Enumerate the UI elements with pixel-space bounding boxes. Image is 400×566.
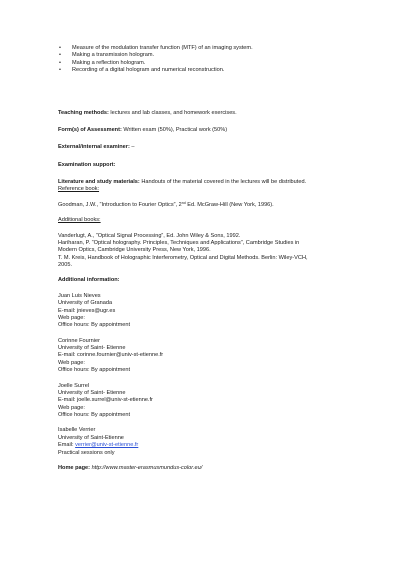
contact-affiliation: University of Saint- Etienne <box>58 389 126 396</box>
additional-book-line: T. M. Kreis, Handbook of Holographic Interferometry, Optical and Digital Methods. Berlin: Wiley-VCH, <box>58 254 308 261</box>
contact-web-page: Web page: <box>58 404 85 411</box>
goodman-text-a: Goodman, J.W., “Introduction to Fourier Optics”, 2 <box>58 201 182 208</box>
contact-email-link[interactable]: verrier@univ-st-etienne.fr <box>75 442 139 449</box>
goodman-reference <box>58 202 358 209</box>
teaching-methods-text: lectures and lab classes, and homework exercises. <box>108 109 237 116</box>
lab-activities-list <box>58 45 358 75</box>
list-item-text: Making a reflection hologram. <box>72 59 146 66</box>
assessment <box>58 127 358 134</box>
document-content <box>58 45 358 472</box>
contact-office-hours: Office hours: By appointment <box>58 322 131 329</box>
goodman-superscript: nd <box>181 200 186 205</box>
list-item <box>58 67 358 74</box>
contact-web-page: Web page: <box>58 314 85 321</box>
additional-book-line: 2005. <box>58 262 72 269</box>
examiner-text: – <box>129 144 135 151</box>
homepage <box>58 465 358 472</box>
contact-name: Isabelle Verrier <box>58 427 96 434</box>
contact-affiliation: University of Saint-Etienne <box>58 434 124 441</box>
examiner <box>58 144 358 151</box>
additional-book-line: Hariharan, P. “Optical holography. Principles, Techniques and Applications”, Cambridge Studies in <box>58 239 300 246</box>
additional-book-line: Vanderlugt, A., “Optical Signal Processing”, Ed. John Wiley & Sons, 1992. <box>58 232 241 239</box>
contact-affiliation: University of Granada <box>58 300 113 307</box>
bullet-icon: • <box>59 52 61 59</box>
teaching-methods <box>58 110 358 117</box>
additional-information-heading: Additional information: <box>58 277 120 284</box>
additional-books-heading: Additional books: <box>58 217 101 224</box>
list-item-text: Making a transmission hologram. <box>72 52 155 59</box>
contact-block <box>58 338 358 375</box>
list-item-text: Measure of the modulation transfer function (MTF) of an imaging system. <box>72 45 253 51</box>
assessment-text: Written exam (50%), Practical work (50%) <box>121 126 228 133</box>
contact-block <box>58 293 358 330</box>
literature <box>58 179 358 186</box>
additional-book-line: Modern Optics, Cambridge University Press, New York, 1996. <box>58 247 211 254</box>
bullet-icon: • <box>59 45 61 51</box>
contact-name: Corinne Fournier <box>58 337 100 344</box>
contact-block <box>58 427 358 457</box>
examiner-label: External/internal examiner: <box>58 144 130 151</box>
contact-email: E-mail: jnieves@ugr.es <box>58 307 116 314</box>
goodman-text-b: Ed. McGraw-Hill (New York, 1996). <box>185 201 274 208</box>
examination-support-label: Examination support: <box>58 161 116 168</box>
assessment-label: Form(s) of Assessment: <box>58 126 122 133</box>
bullet-icon: • <box>59 67 61 74</box>
contact-email-label: Email: <box>58 442 76 449</box>
list-item <box>58 60 358 67</box>
literature-text: Handouts of the material covered in the lectures will be distributed. <box>139 179 307 186</box>
examination-support <box>58 162 358 169</box>
additional-books-list <box>58 233 358 270</box>
contact-office-hours: Office hours: By appointment <box>58 412 131 419</box>
teaching-methods-label: Teaching methods: <box>58 109 109 116</box>
homepage-url[interactable]: http://www.master-erasmusmundus-color.eu/ <box>90 464 203 471</box>
contact-name: Juan Luis Nieves <box>58 292 101 299</box>
contact-office-hours: Office hours: By appointment <box>58 367 131 374</box>
contact-email <box>58 442 358 449</box>
list-item <box>58 52 358 59</box>
contact-block <box>58 383 358 420</box>
literature-label: Literature and study materials: <box>58 179 140 186</box>
contact-web-page: Web page: <box>58 359 85 366</box>
list-item <box>58 45 358 52</box>
reference-book-heading: Reference book: <box>58 186 100 193</box>
homepage-label: Home page: <box>58 464 91 471</box>
contact-email: E-mail: corinne.fournier@univ-st-etienne.fr <box>58 352 164 359</box>
contact-affiliation: University of Saint- Etienne <box>58 345 126 352</box>
list-item-text: Recording of a digital hologram and numerical reconstruction. <box>72 67 225 74</box>
contact-name: Joelle Surrel <box>58 382 90 389</box>
bullet-icon: • <box>59 59 61 66</box>
contact-email: E-mail: joelle.surrel@univ-st-etienne.fr <box>58 397 153 404</box>
contact-note: Practical sessions only <box>58 449 115 456</box>
